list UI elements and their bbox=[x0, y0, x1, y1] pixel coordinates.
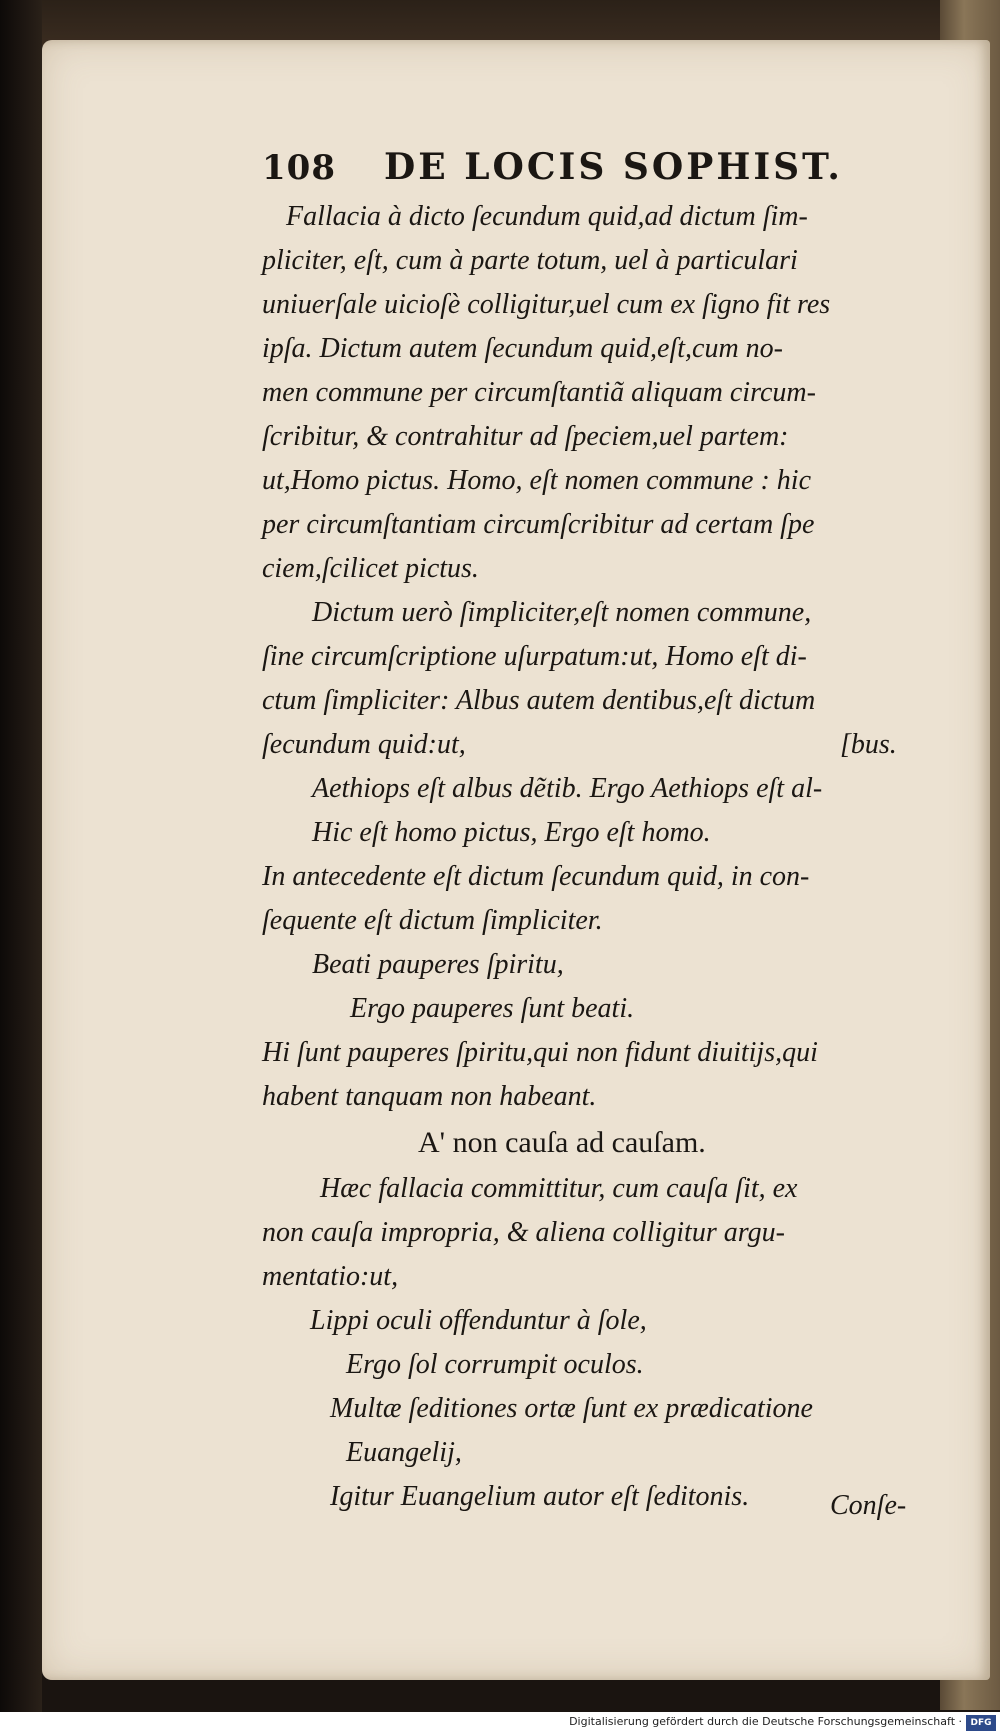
text-line: ciem,ſcilicet pictus. bbox=[262, 553, 479, 584]
text-line: men commune per circumſtantiã aliquam circum- bbox=[262, 377, 816, 408]
dfg-logo-icon: DFG bbox=[966, 1715, 996, 1731]
running-title: DE LOCIS SOPHIST. bbox=[384, 146, 843, 188]
text-line: Dictum uerò ſimpliciter,eſt nomen commune, bbox=[312, 597, 812, 628]
footer-credit: Digitalisierung gefördert durch die Deutsche Forschungsgemeinschaft · bbox=[569, 1715, 962, 1728]
text-line: In antecedente eſt dictum ſecundum quid, in con- bbox=[262, 861, 810, 892]
page-number: 108 bbox=[262, 148, 336, 188]
text-line: ſequente eſt dictum ſimpliciter. bbox=[262, 905, 603, 936]
text-line: Beati pauperes ſpiritu, bbox=[312, 949, 564, 980]
text-line: Ergo pauperes ſunt beati. bbox=[350, 993, 635, 1024]
text-line: Lippi oculi offenduntur à ſole, bbox=[310, 1305, 647, 1336]
text-line: pliciter, eſt, cum à parte totum, uel à particulari bbox=[262, 245, 798, 276]
text-line: Multæ ſeditiones ortæ ſunt ex prædicatione bbox=[330, 1393, 813, 1424]
text-line: ipſa. Dictum autem ſecundum quid,eſt,cum no- bbox=[262, 333, 784, 364]
text-line: habent tanquam non habeant. bbox=[262, 1081, 597, 1112]
text-line: ut,Homo pictus. Homo, eſt nomen commune : hic bbox=[262, 465, 812, 496]
turnover-fragment: [bus. bbox=[840, 729, 897, 760]
text-line: ſine circumſcriptione uſurpatum:ut, Homo eſt di- bbox=[262, 641, 807, 672]
text-line: mentatio:ut, bbox=[262, 1261, 399, 1292]
scan-left-edge bbox=[0, 0, 42, 1736]
text-line: Hic eſt homo pictus, Ergo eſt homo. bbox=[312, 817, 711, 848]
catchword: Conſe- bbox=[830, 1490, 907, 1521]
section-heading: A' non cauſa ad cauſam. bbox=[418, 1126, 706, 1159]
page-header bbox=[262, 148, 942, 192]
text-line: Euangelij, bbox=[346, 1437, 462, 1468]
text-line: Hæc fallacia committitur, cum cauſa ſit, ex bbox=[320, 1173, 798, 1204]
text-line: Igitur Euangelium autor eſt ſeditonis. bbox=[330, 1481, 750, 1512]
text-line: Ergo ſol corrumpit oculos. bbox=[346, 1349, 644, 1380]
text-line: Aethiops eſt albus dẽtib. Ergo Aethiops eſt al- bbox=[312, 773, 823, 804]
text-line: Fallacia à dicto ſecundum quid,ad dictum ſim- bbox=[286, 201, 808, 232]
text-line: non cauſa impropria, & aliena colligitur argu- bbox=[262, 1217, 785, 1248]
footer-bar bbox=[0, 1712, 1000, 1736]
text-line: ſcribitur, & contrahitur ad ſpeciem,uel partem: bbox=[262, 421, 789, 452]
text-line: per circumſtantiam circumſcribitur ad certam ſpe bbox=[262, 509, 815, 540]
text-line: ctum ſimpliciter: Albus autem dentibus,eſt dictum bbox=[262, 685, 816, 716]
text-line: ſecundum quid:ut, bbox=[262, 729, 466, 760]
text-line: Hi ſunt pauperes ſpiritu,qui non fidunt diuitijs,qui bbox=[262, 1037, 818, 1068]
text-line: uniuerſale uicioſè colligitur,uel cum ex ſigno fit res bbox=[262, 289, 831, 320]
